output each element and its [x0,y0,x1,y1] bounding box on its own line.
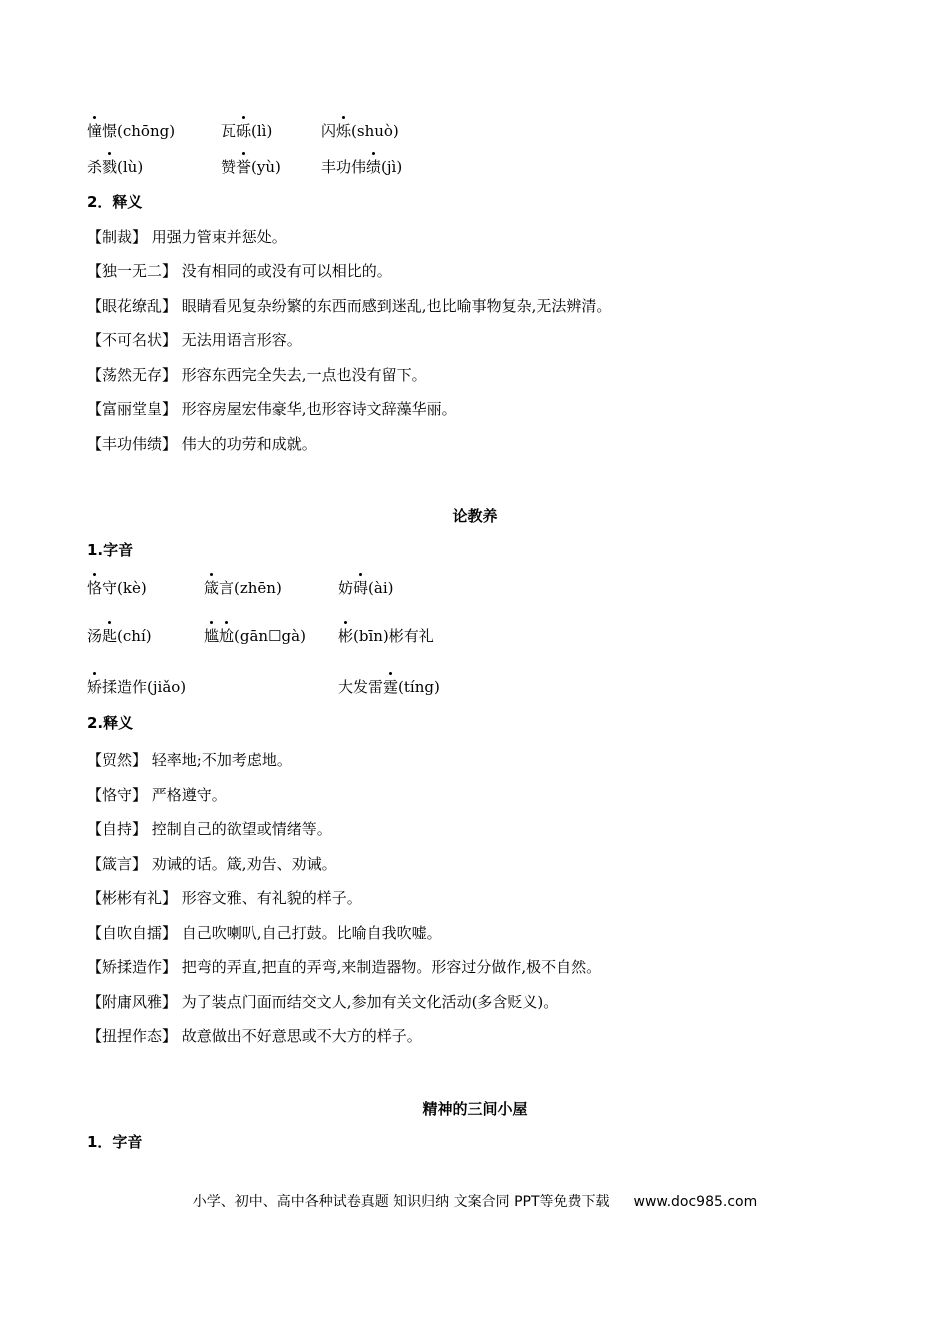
definition-row: 【制裁】 用强力管束并惩处。 [87,228,287,246]
pinyin-word: 尴尬(gān☐gà) [204,627,306,645]
pinyin-word: 矫揉造作(jiǎo) [87,678,187,696]
definition-row: 【矫揉造作】 把弯的弄直,把直的弄弯,来制造器物。形容过分做作,极不自然。 [87,958,602,976]
pinyin-word: 赞誉(yù) [221,158,281,176]
definition-row: 【自持】 控制自己的欲望或情绪等。 [87,820,332,838]
definition-row: 【荡然无存】 形容东西完全失去,一点也没有留下。 [87,366,427,384]
footer-text: 小学、初中、高中各种试卷真题 知识归纳 文案合同 PPT等免费下载 [192,1194,610,1210]
section-title: 精神的三间小屋 [422,1100,528,1118]
pinyin-word: 妨碍(ài) [338,579,394,597]
pinyin-word: 大发雷霆(tíng) [338,678,440,696]
section-heading: 2.释义 [87,714,134,732]
definition-row: 【彬彬有礼】 形容文雅、有礼貌的样子。 [87,889,362,907]
pinyin-word: 汤匙(chí) [87,627,152,645]
definition-row: 【丰功伟绩】 伟大的功劳和成就。 [87,435,317,453]
section-heading: 1.字音 [87,541,134,559]
definition-row: 【富丽堂皇】 形容房屋宏伟豪华,也形容诗文辞藻华丽。 [87,400,457,418]
pinyin-word: 闪烁(shuò) [321,122,399,140]
pinyin-word: 丰功伟绩(jì) [321,158,403,176]
pinyin-word: 彬(bīn)彬有礼 [338,627,434,645]
pinyin-word: 恪守(kè) [87,579,147,597]
section-title: 论教养 [452,507,498,525]
definition-row: 【眼花缭乱】 眼睛看见复杂纷繁的东西而感到迷乱,也比喻事物复杂,无法辨清。 [87,297,612,315]
section-heading: 1．字音 [87,1133,143,1151]
pinyin-word: 杀戮(lù) [87,158,144,176]
section-heading: 2．释义 [87,193,143,211]
definition-row: 【扭捏作态】 故意做出不好意思或不大方的样子。 [87,1027,422,1045]
footer-link[interactable]: www.doc985.com [633,1194,758,1210]
page-footer [0,1191,950,1211]
definition-row: 【贸然】 轻率地;不加考虑地。 [87,751,292,769]
definition-row: 【恪守】 严格遵守。 [87,786,227,804]
definition-row: 【自吹自擂】 自己吹喇叭,自己打鼓。比喻自我吹嘘。 [87,924,442,942]
pinyin-word: 憧憬(chōng) [87,122,176,140]
definition-row: 【独一无二】 没有相同的或没有可以相比的。 [87,262,392,280]
pinyin-word: 箴言(zhēn) [204,579,282,597]
definition-row: 【不可名状】 无法用语言形容。 [87,331,302,349]
definition-row: 【箴言】 劝诫的话。箴,劝告、劝诫。 [87,855,337,873]
pinyin-word: 瓦砾(lì) [221,122,273,140]
definition-row: 【附庸风雅】 为了装点门面而结交文人,参加有关文化活动(多含贬义)。 [87,993,559,1011]
